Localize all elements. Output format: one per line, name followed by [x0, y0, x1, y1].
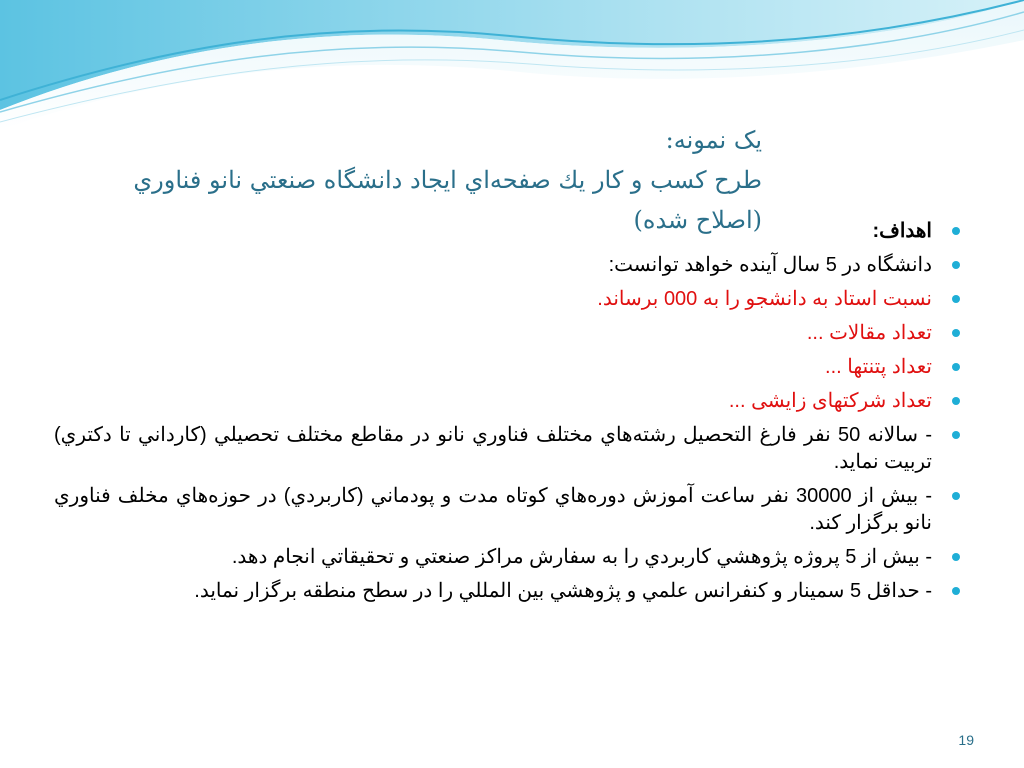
bullet-item: تعداد شرکتهای زایشی ... [54, 388, 962, 415]
bullet-item: اهداف: [54, 218, 962, 245]
bullet-item: - سالانه 50 نفر فارغ التحصيل رشته‌هاي مختلف فناوري نانو در مقاطع مختلف تحصيلي (كارداني تا دكتري) تربيت نمايد. [54, 422, 962, 476]
slide-title-line2: طرح كسب و كار يك صفحه‌اي ايجاد دانشگاه صنعتي نانو فناوري (اصلاح شده) [133, 166, 762, 234]
bullet-item: - بيش از 5 پروژه پژوهشي كاربردي را به سفارش مراكز صنعتي و تحقيقاتي انجام دهد. [54, 544, 962, 571]
header-wave-decoration [0, 0, 1024, 130]
bullet-item: تعداد پتنتها ... [54, 354, 962, 381]
bullet-item: نسبت استاد به دانشجو را به 000 برساند. [54, 286, 962, 313]
bullet-item: - حداقل 5 سمينار و كنفرانس علمي و پژوهشي بين المللي را در سطح منطقه برگزار نمايد. [54, 578, 962, 605]
bullet-item: - بيش از 30000 نفر ساعت آموزش دوره‌هاي كوتاه مدت و پودماني (كاربردي) در حوزه‌هاي مخلف فناوري نانو برگزار كند. [54, 483, 962, 537]
slide-title-line1: یک نمونه: [665, 126, 762, 154]
slide-body [54, 218, 962, 612]
page-number: 19 [958, 732, 974, 748]
bullet-item: دانشگاه در 5 سال آینده خواهد توانست: [54, 252, 962, 279]
bullet-item: تعداد مقالات ... [54, 320, 962, 347]
